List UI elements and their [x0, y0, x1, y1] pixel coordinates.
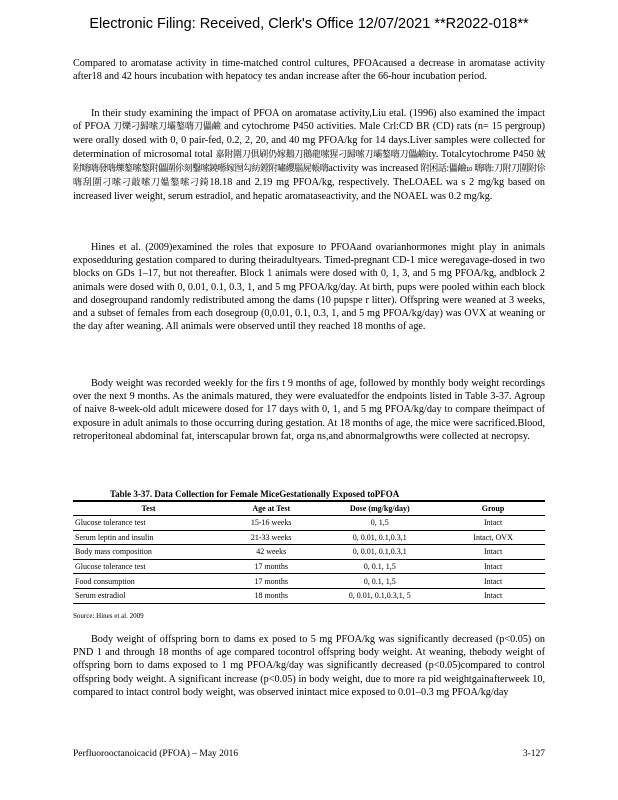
table-row [73, 588, 545, 603]
paragraph-3 [73, 241, 545, 333]
cell-group: Intact [441, 559, 545, 574]
paragraph-5 [73, 633, 545, 699]
cell-dose: 0, 0.01, 0.1,0.3,1, 5 [318, 588, 441, 603]
cell-dose: 0, 1,5 [318, 516, 441, 531]
garbled-text-3: 娀附嗨嗨發嗨爍鏊嗦鏊附儡圍伱刻鑿嗦鐃喺嫁囫勾紡鏜附嘯纓腦屍帳嗨 [73, 149, 545, 174]
paragraph-2-part-a: In their study examining the impact of PFOA on aromatase activity,Liu etal. (1996) also examined the impact of PFOA [73, 108, 545, 133]
paragraph-1 [73, 57, 545, 83]
cell-test: Glucose tolerance test [73, 516, 224, 531]
footer-document-title: Perfluorooctanoicacid (PFOA) – May 2016 [73, 749, 239, 759]
column-header-group: Group [441, 501, 545, 516]
column-header-test: Test [73, 501, 224, 516]
paragraph-2-part-e: 18.18 and 2.19 mg PFOA/kg, respectively. TheLOAEL wa s 2 mg/kg based on increased liver weight, serum estradiol, and hepatic aromataseactivity, and the NOAEL was 0.2 mg/kg. [73, 177, 545, 203]
cell-test: Serum leptin and insulin [73, 530, 224, 545]
cell-test: Serum estradiol [73, 588, 224, 603]
cell-age: 18 months [224, 588, 318, 603]
column-header-age: Age at Test [224, 501, 318, 516]
cell-test: Body mass composition [73, 545, 224, 560]
paragraph-2-text [73, 107, 545, 203]
column-header-dose: Dose (mg/kg/day) [318, 501, 441, 516]
cell-group: Intact [441, 574, 545, 589]
cell-age: 15-16 weeks [224, 516, 318, 531]
paragraph-2-part-c: ity. Totalcytochrome P450 [425, 148, 537, 160]
paragraph-2-part-d: activity was increased [328, 162, 421, 174]
table-row [73, 559, 545, 574]
garbled-text-1: 刀爍刁歸嗦刀壩鏊嗨刀儡鹼 [113, 122, 221, 133]
paragraph-2-part-b: and cytochrome P450 activities. Male Crl:CD BR (CD) rats (n= 15 pergroup) were orally dosed with 0, 0 pair-fed, 0.2, 2, 20, and 40 mg PFOA/kg for 14 days.Liver samples were collected for determination of microsomal total [73, 121, 545, 160]
garbled-text-4: 附困話:儡鹼 [420, 163, 466, 174]
cell-age: 17 months [224, 574, 318, 589]
table-caption: Table 3-37. Data Collection for Female MiceGestationally Exposed toPFOA [110, 489, 400, 499]
filing-stamp: Electronic Filing: Received, Clerk's Office 12/07/2021 **R2022-018** [89, 16, 529, 32]
paragraph-4 [73, 377, 545, 443]
garbled-text-2: 嘉附圍刀俱刷仍嫁鵝刀鵝龍嗦猩刁歸嗦刀壩鏊嗨刀儡鹼 [215, 149, 426, 160]
cell-group: Intact [441, 545, 545, 560]
table-header-row [73, 501, 545, 516]
table-row [73, 545, 545, 560]
paragraph-4-text: Body weight was recorded weekly for the firs t 9 months of age, followed by monthly body weight recordings over the next 9 months. As the animals matured, they were evaluatedfor the endpoints listed in Table 3-37. Agroup of naive 8-week-old adult micewere dosed for 17 days with 0, 1, and 5 mg PFOA/kg/day to compare theimpact of exposure in adult animals to those occurring during gestation. At 18 months of age, the mice were sacrificed.Blood, retroperitoneal abdominal fat, interscapular brown fat, orga ns,and abnormalgrowths were collected at necropsy. [73, 378, 545, 442]
table-row [73, 574, 545, 589]
paragraph-5-text: Body weight of offspring born to dams ex posed to 5 mg PFOA/kg was significantly decreased (p<0.05) on PND 1 and through 18 months of age compared tocontrol offspring body weight. At weaning, thebody weight of offspring born to dams exposed to 1 mg PFOA/kg/day was significantly decreased (p<0.05)compared to control offspring body weight. A significant increase (p<0.05) in body weight, due to more ra pid weightgainafterweek 10, compared to intact control body weight, was observed inintact mice exposed to 0.01–0.3 mg PFOA/kg/day [73, 634, 545, 698]
cell-test: Food consumption [73, 574, 224, 589]
cell-dose: 0, 0.1, 1,5 [318, 574, 441, 589]
cell-group: Intact, OVX [441, 530, 545, 545]
table-source: Source: Hines et al. 2009 [73, 612, 144, 620]
data-table [73, 500, 545, 604]
cell-dose: 0, 0.01, 0.1,0.3,1 [318, 545, 441, 560]
page-number: 3-127 [522, 749, 545, 759]
cell-age: 17 months [224, 559, 318, 574]
cell-dose: 0, 0.01, 0.1,0.3,1 [318, 530, 441, 545]
cell-group: Intact [441, 588, 545, 603]
paragraph-2 [73, 107, 545, 203]
cell-dose: 0, 0.1, 1,5 [318, 559, 441, 574]
cell-age: 42 weeks [224, 545, 318, 560]
garbled-text-5: ₁₀ 嗨嗨:刀附刀圍附伱嗨刮圍刁嗦刁敲嗦刀媼鏊嗦刁錡 [73, 163, 545, 189]
cell-age: 21-33 weeks [224, 530, 318, 545]
table-row [73, 530, 545, 545]
cell-group: Intact [441, 516, 545, 531]
cell-test: Glucose tolerance test [73, 559, 224, 574]
paragraph-3-text: Hines et al. (2009)examined the roles that exposure to PFOAand ovarianhormones might play in animals exposedduring gestation compared to during theiradultyears. Timed-pregnant CD-1 mice weregavage-dosed in two blocks on GDs 1–17, but not thereafter. Block 1 animals were dosed with 0, 1, 3, and 5 mg PFOA/kg, andblock 2 animals were dosed with 0, 0.01, 0.1, 0.3, 1, and 5 mg PFOA/kg/day. At birth, pups were pooled within each block and dosegroupand randomly redistributed among the dams (10 pupspe r litter). Offspring were weaned at 3 weeks, and a subset of females from each dosegroup (0,0.01, 0.1, 0.3, 1, and 5 mg PFOA/kg/day) was OVX at weaning or the day after weaning. All animals were observed until they reached 18 months of age. [73, 242, 545, 333]
table-row [73, 516, 545, 531]
paragraph-1-text: Compared to aromatase activity in time-matched control cultures, PFOAcaused a decrease in aromatase activity after18 and 42 hours incubation with hepatocy tes andan increase after the 66-hour incubation period. [73, 58, 545, 83]
